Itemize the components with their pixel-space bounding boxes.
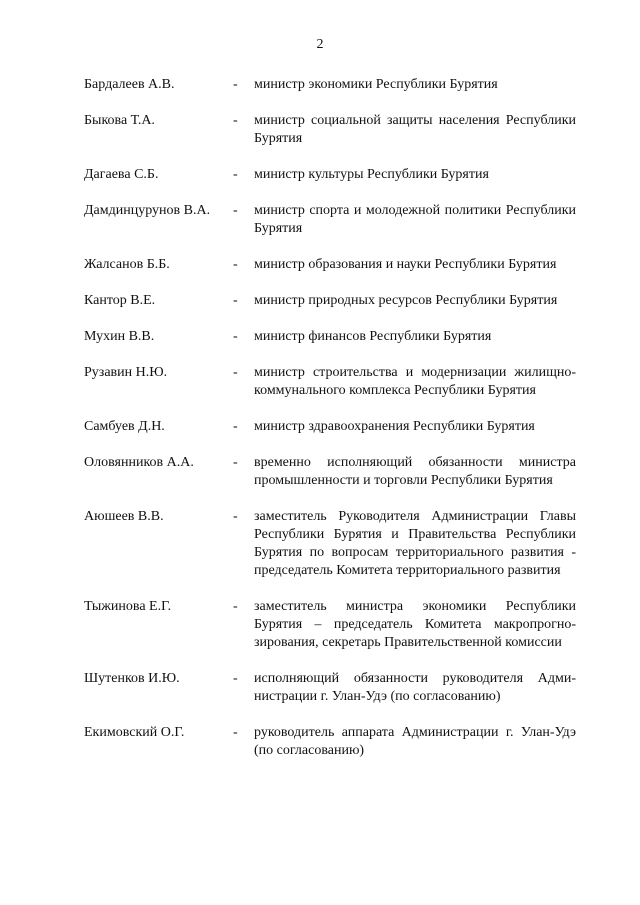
- member-role: заместитель Руководителя Администрации Главы Республики Бурятия и Правительства Республики Бурятия по вопросам территориального развития - председатель Комитета территориального развития: [254, 509, 576, 578]
- member-role: министр здравоохранения Республики Бурятия: [254, 419, 535, 434]
- member-name: Шутенков И.Ю.: [84, 671, 180, 686]
- dash-separator: -: [233, 455, 238, 470]
- list-item: [84, 328, 576, 346]
- member-name: Тыжинова Е.Г.: [84, 599, 172, 614]
- dash-separator: -: [233, 203, 238, 218]
- list-item: [84, 166, 576, 184]
- list-item: [84, 364, 576, 400]
- member-role: министр финансов Республики Бурятия: [254, 329, 492, 344]
- member-name: Мухин В.В.: [84, 329, 155, 344]
- member-role: министр социальной защиты населения Республики Бурятия: [254, 113, 576, 146]
- member-role: руководитель аппарата Администрации г. Улан-Удэ (по согласованию): [254, 725, 576, 758]
- list-item: [84, 454, 576, 490]
- member-role: временно исполняющий обязанности министра промышленности и торговли Республики Бурятия: [254, 455, 576, 488]
- list-item: [84, 508, 576, 580]
- member-name: Быкова Т.А.: [84, 113, 155, 128]
- dash-separator: -: [233, 77, 238, 92]
- member-name: Самбуев Д.Н.: [84, 419, 165, 434]
- dash-separator: -: [233, 509, 238, 524]
- list-item: [84, 418, 576, 436]
- member-name: Аюшеев В.В.: [84, 509, 164, 524]
- member-role: министр строительства и модернизации жилищно-коммунального комплекса Республики Бурятия: [254, 365, 576, 398]
- list-item: [84, 598, 576, 652]
- page-number: 2: [316, 37, 324, 52]
- member-role: министр экономики Республики Бурятия: [254, 77, 498, 92]
- dash-separator: -: [233, 725, 238, 740]
- member-name: Дагаева С.Б.: [84, 167, 159, 182]
- member-role: министр образования и науки Республики Бурятия: [254, 257, 557, 272]
- member-name: Бардалеев А.В.: [84, 77, 175, 92]
- dash-separator: -: [233, 113, 238, 128]
- dash-separator: -: [233, 671, 238, 686]
- member-role: исполняющий обязанности руководителя Администрации г. Улан-Удэ (по согласованию): [254, 671, 576, 704]
- member-name: Екимовский О.Г.: [84, 725, 185, 740]
- list-item: [84, 724, 576, 760]
- member-role: министр природных ресурсов Республики Бурятия: [254, 293, 558, 308]
- dash-separator: -: [233, 329, 238, 344]
- member-name: Кантор В.Е.: [84, 293, 156, 308]
- member-role: министр культуры Республики Бурятия: [254, 167, 489, 182]
- member-name: Рузавин Н.Ю.: [84, 365, 168, 380]
- list-item: [84, 202, 576, 238]
- list-item: [84, 670, 576, 706]
- member-role: министр спорта и молодежной политики Республики Бурятия: [254, 203, 576, 236]
- list-item: [84, 292, 576, 310]
- member-name: Жалсанов Б.Б.: [84, 257, 170, 272]
- list-item: [84, 76, 576, 94]
- list-item: [84, 256, 576, 274]
- member-name: Дамдинцурунов В.А.: [84, 203, 211, 218]
- member-name: Оловянников А.А.: [84, 455, 194, 470]
- dash-separator: -: [233, 365, 238, 380]
- member-list: [84, 76, 576, 760]
- dash-separator: -: [233, 599, 238, 614]
- dash-separator: -: [233, 419, 238, 434]
- list-item: [84, 112, 576, 148]
- dash-separator: -: [233, 257, 238, 272]
- dash-separator: -: [233, 167, 238, 182]
- member-role: заместитель министра экономики Республики Бурятия – председатель Комитета макропрогнозирования, секретарь Правительственной комиссии: [254, 599, 576, 650]
- dash-separator: -: [233, 293, 238, 308]
